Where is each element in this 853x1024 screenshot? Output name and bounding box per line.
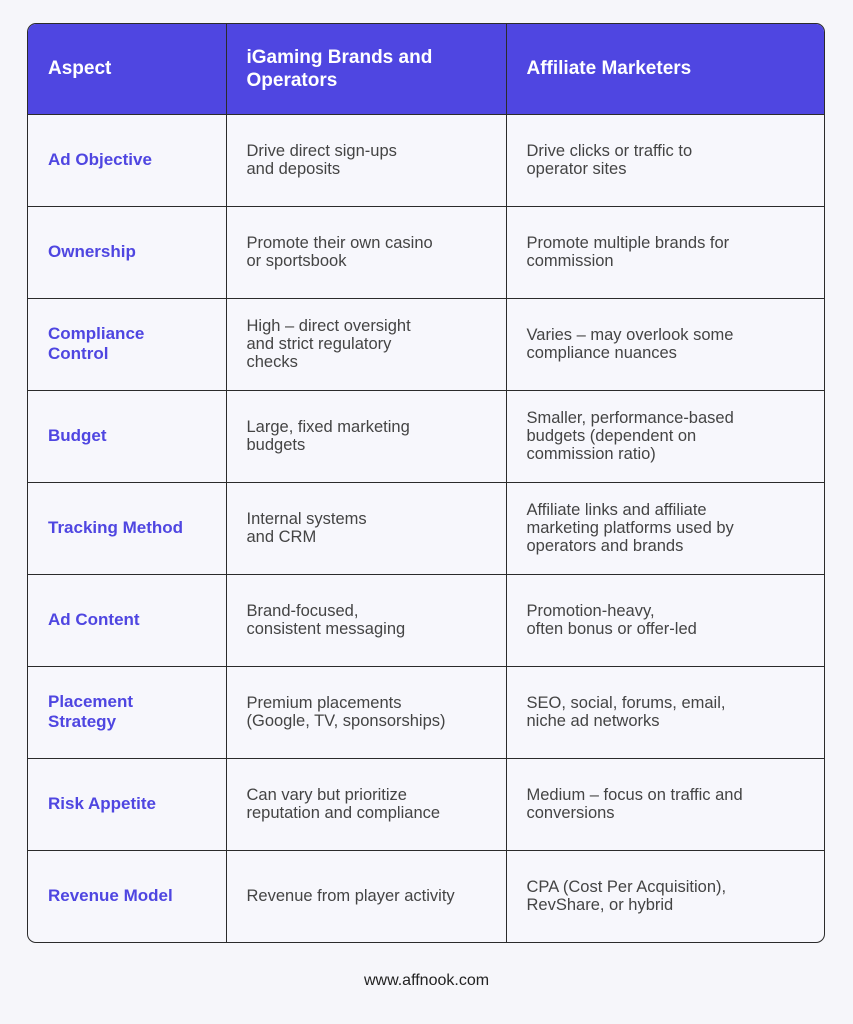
header-row <box>28 24 824 114</box>
comparison-table <box>28 24 824 942</box>
affiliates-cell: Smaller, performance-based budgets (dependent on commission ratio) <box>506 390 824 482</box>
table-row <box>28 206 824 298</box>
aspect-cell: Ownership <box>28 206 226 298</box>
operators-cell: Internal systems and CRM <box>226 482 506 574</box>
affiliates-cell: Drive clicks or traffic to operator sites <box>506 114 824 206</box>
header-aspect: Aspect <box>28 24 226 114</box>
affiliates-cell: CPA (Cost Per Acquisition), RevShare, or hybrid <box>526 878 727 915</box>
aspect-cell: Placement Strategy <box>28 666 226 758</box>
affiliates-cell: Promotion-heavy, often bonus or offer-led <box>506 574 824 666</box>
operators-cell: Brand-focused, consistent messaging <box>226 574 506 666</box>
affiliates-cell: Medium – focus on traffic and conversions <box>506 758 824 850</box>
table-row <box>28 114 824 206</box>
aspect-cell: Ad Objective <box>28 114 226 206</box>
table-row <box>28 482 824 574</box>
aspect-cell: Risk Appetite <box>28 758 226 850</box>
aspect-cell: Budget <box>28 390 226 482</box>
header-operators: iGaming Brands and Operators <box>226 24 506 114</box>
table-row <box>28 298 824 390</box>
table-row <box>28 850 824 942</box>
operators-cell: High – direct oversight and strict regulatory checks <box>226 298 506 390</box>
operators-cell: Revenue from player activity <box>226 850 506 942</box>
affiliates-cell: Affiliate links and affiliate marketing platforms used by operators and brands <box>506 482 824 574</box>
footer-url: www.affnook.com <box>363 972 490 989</box>
table-row <box>28 758 824 850</box>
affiliates-cell: Promote multiple brands for commission <box>506 206 824 298</box>
header-affiliates: Affiliate Marketers <box>506 24 824 114</box>
table-header <box>28 24 824 114</box>
table-row <box>28 574 824 666</box>
table-body <box>28 114 824 942</box>
operators-cell: Premium placements (Google, TV, sponsorships) <box>226 666 506 758</box>
operators-cell: Promote their own casino or sportsbook <box>226 206 506 298</box>
aspect-cell: Tracking Method <box>28 482 226 574</box>
operators-cell: Large, fixed marketing budgets <box>226 390 506 482</box>
comparison-table-container <box>27 23 825 943</box>
affiliates-cell: SEO, social, forums, email, niche ad networks <box>506 666 824 758</box>
table-row <box>28 390 824 482</box>
aspect-cell: Compliance Control <box>28 298 226 390</box>
aspect-cell: Ad Content <box>28 574 226 666</box>
operators-cell: Drive direct sign-ups and deposits <box>226 114 506 206</box>
aspect-cell: Revenue Model <box>28 850 226 942</box>
operators-cell: Can vary but prioritize reputation and compliance <box>226 758 506 850</box>
table-row <box>28 666 824 758</box>
affiliates-cell: Varies – may overlook some compliance nuances <box>506 298 824 390</box>
